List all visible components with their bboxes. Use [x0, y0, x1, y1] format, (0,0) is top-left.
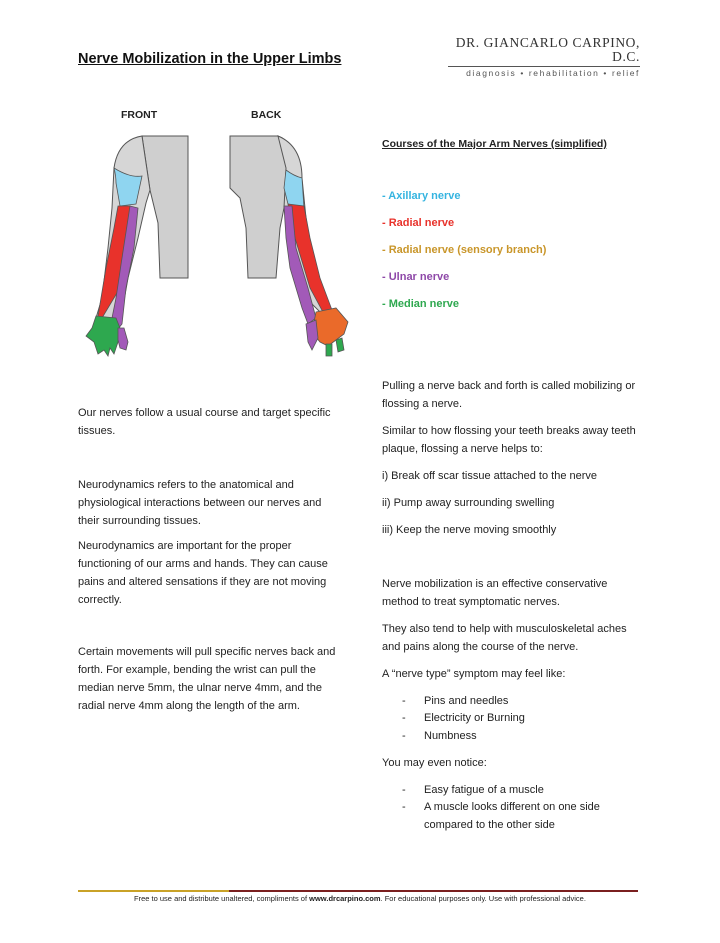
- brand-logo: [448, 36, 640, 78]
- footer-website-link[interactable]: www.drcarpino.com: [309, 894, 381, 903]
- right-paragraph-3: Nerve mobilization is an effective conservative method to treat symptomatic nerves.: [382, 578, 608, 608]
- right-paragraph-2: Similar to how flossing your teeth breaks away teeth plaque, flossing a nerve helps to:: [382, 425, 636, 455]
- notice-text: A muscle looks different on one side: [424, 801, 600, 813]
- legend-title: Courses of the Major Arm Nerves (simplified): [382, 138, 607, 150]
- right-paragraph-5: A “nerve type” symptom may feel like:: [382, 668, 566, 680]
- right-paragraph-6: You may even notice:: [382, 757, 487, 769]
- legend-ulnar: - Ulnar nerve: [382, 271, 450, 283]
- symptom-text: Electricity or Burning: [424, 712, 525, 724]
- bullet-dash: -: [402, 695, 406, 707]
- front-hand-median: [86, 316, 120, 356]
- right-paragraph-1: Pulling a nerve back and forth is called mobilizing or flossing a nerve.: [382, 380, 636, 410]
- notice-text: Easy fatigue of a muscle: [424, 784, 544, 796]
- brand-name: DR. GIANCARLO CARPINO, D.C.: [455, 35, 640, 64]
- page-title: Nerve Mobilization in the Upper Limbs: [78, 51, 342, 67]
- bullet-dash: -: [402, 712, 406, 724]
- symptom-text: Numbness: [424, 730, 477, 742]
- front-torso: [142, 136, 188, 278]
- legend-axillary: - Axillary nerve: [382, 190, 461, 202]
- front-hand-ulnar: [118, 328, 128, 350]
- left-paragraph-1: Our nerves follow a usual course and target specific tissues.: [78, 407, 331, 437]
- legend-radial-sensory: - Radial nerve (sensory branch): [382, 244, 547, 256]
- footer-divider: [78, 890, 638, 892]
- right-paragraph-4: They also tend to help with musculoskeletal aches and pains along the course of the nerve.: [382, 623, 627, 653]
- symptom-text: Pins and needles: [424, 695, 509, 707]
- bullet-dash: -: [402, 784, 406, 796]
- back-arm-figure: [230, 136, 348, 356]
- bullet-dash: -: [402, 730, 406, 742]
- front-label: FRONT: [121, 109, 158, 121]
- left-paragraph-4: Certain movements will pull specific nerves back and forth. For example, bending the wrist can pull the median nerve 5mm, the ulnar nerve 4mm, and the radial nerve 4mm along the length of the arm.: [78, 646, 336, 712]
- notice-text: compared to the other side: [424, 819, 555, 831]
- front-arm-figure: [86, 136, 188, 356]
- bullet-dash: -: [402, 801, 406, 813]
- footer-text-after: . For educational purposes only. Use with professional advice.: [380, 894, 586, 903]
- left-paragraph-2: Neurodynamics refers to the anatomical and physiological interactions between our nerves and their surrounding tissues.: [78, 479, 322, 527]
- back-label: BACK: [251, 109, 282, 121]
- footer-note: [0, 894, 720, 903]
- legend-radial: - Radial nerve: [382, 217, 455, 229]
- footer-text-before: Free to use and distribute unaltered, compliments of: [134, 894, 310, 903]
- benefit-item: i) Break off scar tissue attached to the nerve: [382, 470, 598, 482]
- benefit-item: iii) Keep the nerve moving smoothly: [382, 524, 557, 536]
- brand-tagline: diagnosis • rehabilitation • relief: [448, 66, 640, 78]
- back-hand-ulnar: [306, 320, 318, 350]
- benefit-item: ii) Pump away surrounding swelling: [382, 497, 555, 509]
- legend-median: - Median nerve: [382, 298, 460, 310]
- left-paragraph-3: Neurodynamics are important for the proper functioning of our arms and hands. They can cause pains and altered sensations if they are not moving correctly.: [78, 540, 328, 606]
- arm-nerves-illustration: [80, 128, 360, 368]
